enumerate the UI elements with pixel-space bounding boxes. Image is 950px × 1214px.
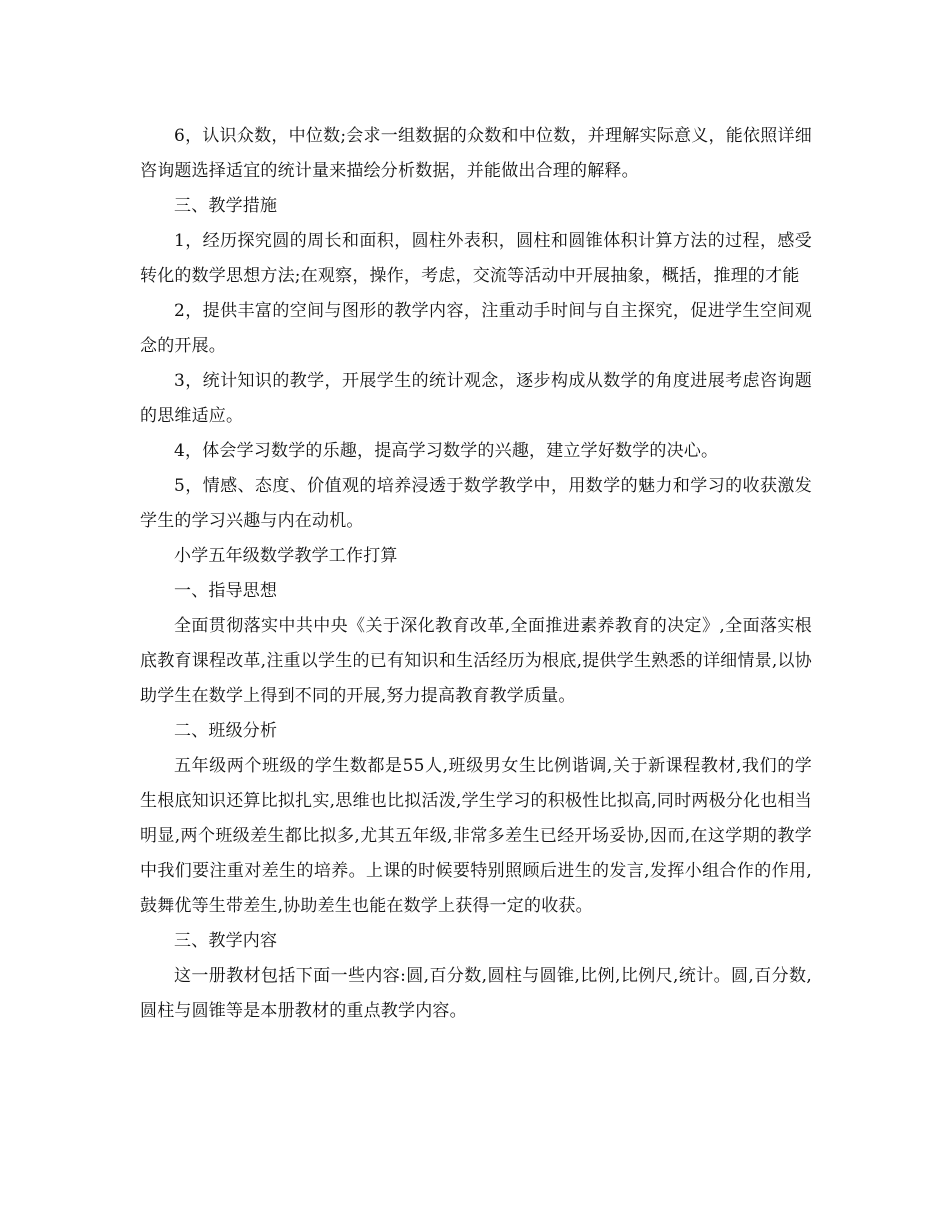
paragraph: 6，认识众数，中位数;会求一组数据的众数和中位数，并理解实际意义，能依照详细咨询题选择适宜的统计量来描绘分析数据，并能做出合理的解释。 — [140, 126, 812, 181]
paragraph: 4，体会学习数学的乐趣，提高学习数学的兴趣，建立学好数学的决心。 — [174, 441, 719, 461]
section-heading: 三、教学措施 — [174, 196, 278, 216]
section-heading: 三、教学内容 — [174, 931, 278, 951]
paragraph: 这一册教材包括下面一些内容:圆,百分数,圆柱与圆锥,比例,比例尺,统计。圆,百分数,圆柱与圆锥等是本册教材的重点教学内容。 — [140, 966, 812, 1021]
paragraph: 3，统计知识的教学，开展学生的统计观念，逐步构成从数学的角度进展考虑咨询题的思维适应。 — [140, 371, 812, 426]
paragraph: 全面贯彻落实中共中央《关于深化教育改革,全面推进素养教育的决定》,全面落实根底教育课程改革,注重以学生的已有知识和生活经历为根底,提供学生熟悉的详细情景,以协助学生在数学上得到不同的开展,努力提高教育教学质量。 — [140, 616, 812, 706]
paragraph: 1，经历探究圆的周长和面积，圆柱外表积，圆柱和圆锥体积计算方法的过程，感受转化的数学思想方法;在观察，操作，考虑，交流等活动中开展抽象，概括，推理的才能 — [140, 231, 812, 286]
paragraph: 5，情感、态度、价值观的培养浸透于数学教学中，用数学的魅力和学习的收获激发学生的学习兴趣与内在动机。 — [140, 476, 812, 531]
document-title: 小学五年级数学教学工作打算 — [174, 546, 398, 566]
section-heading: 一、指导思想 — [174, 581, 278, 601]
paragraph: 五年级两个班级的学生数都是55人,班级男女生比例谐调,关于新课程教材,我们的学生根底知识还算比拟扎实,思维也比拟活泼,学生学习的积极性比拟高,同时两极分化也相当明显,两个班级差生都比拟多,尤其五年级,非常多差生已经开场妥协,因而,在这学期的教学中我们要注重对差生的培养。上课的时候要特别照顾后进生的发言,发挥小组合作的作用,鼓舞优等生带差生,协助差生也能在数学上获得一定的收获。 — [140, 756, 812, 916]
paragraph: 2，提供丰富的空间与图形的教学内容，注重动手时间与自主探究，促进学生空间观念的开展。 — [140, 301, 812, 356]
document-body — [140, 119, 812, 1029]
section-heading: 二、班级分析 — [174, 721, 278, 741]
